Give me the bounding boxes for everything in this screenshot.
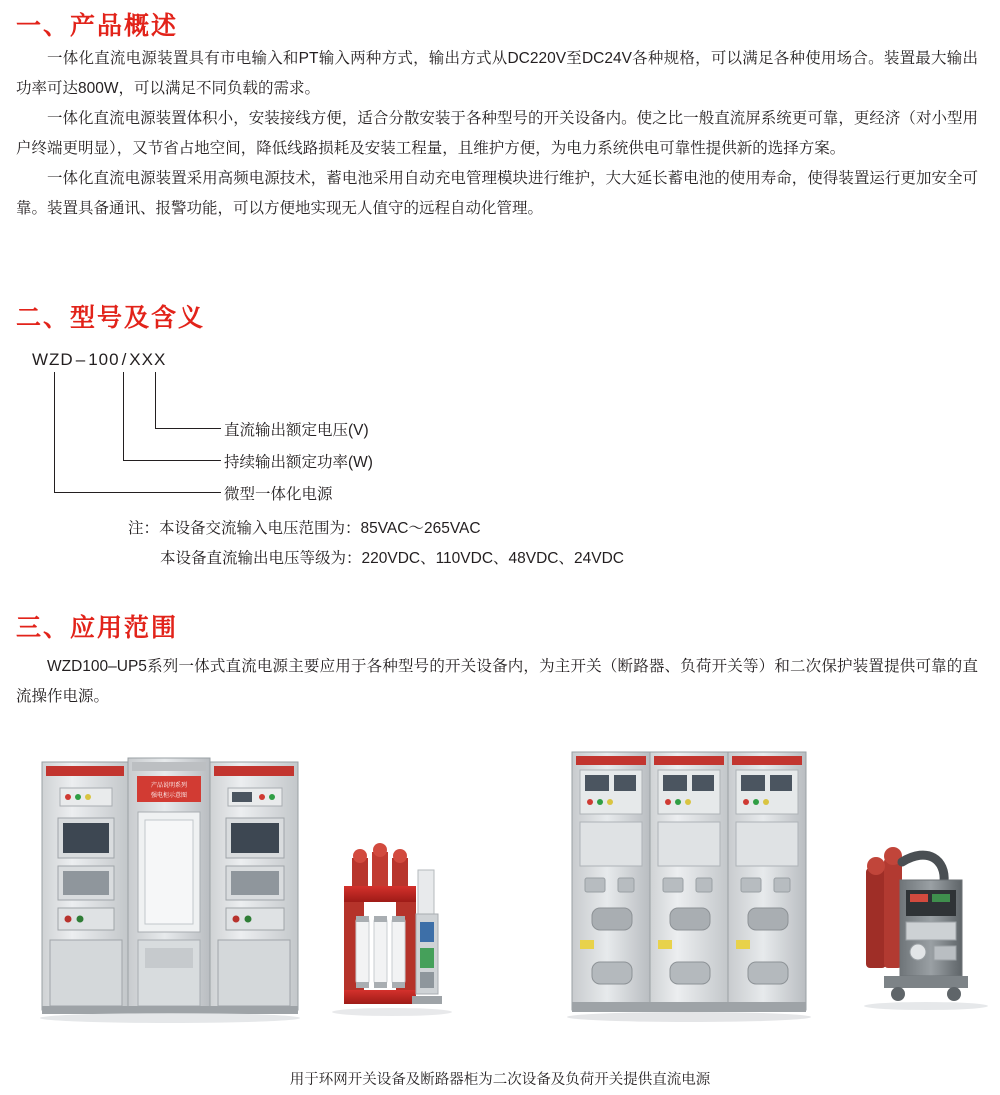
model-note-dc-output: 本设备直流输出电压等级为：220VDC、110VDC、48VDC、24VDC xyxy=(160,550,624,567)
paragraph: 一体化直流电源装置具有市电输入和PT输入两种方式，输出方式从DC220V至DC24V各种规格，可以满足各种使用场合。装置最大输出功率可达800W，可以满足不同负载的需求。 xyxy=(16,50,978,97)
model-code-power: 100 xyxy=(88,350,120,369)
model-code-prefix: WZD xyxy=(32,350,74,369)
model-code-slash: / xyxy=(121,350,128,369)
leader-line-vertical-voltage xyxy=(155,372,156,428)
section-title-overview: 一、产品概述 xyxy=(16,12,179,40)
model-designation-diagram xyxy=(16,344,716,567)
legend-label-voltage: 直流输出额定电压(V) xyxy=(224,422,369,439)
product-photos-illustration xyxy=(0,740,1000,1030)
svg-text:强电柜示意图: 强电柜示意图 xyxy=(150,793,188,799)
paragraph: 一体化直流电源装置采用高频电源技术，蓄电池采用自动充电管理模块进行维护，大大延长蓄电池的使用寿命，使得装置运行更加安全可靠。装置具备通讯、报警功能，可以方便地实现无人值守的远程自动化管理。 xyxy=(16,170,978,217)
section-title-application: 三、应用范围 xyxy=(16,614,179,642)
leader-line-vertical-power xyxy=(123,372,124,460)
leader-line-horizontal-voltage xyxy=(155,428,221,429)
model-note-ac-input: 注：本设备交流输入电压范围为：85VAC～265VAC xyxy=(128,520,481,537)
leader-line-horizontal-power xyxy=(123,460,221,461)
section-body-overview xyxy=(16,44,978,224)
leader-line-horizontal-prefix xyxy=(54,492,221,493)
model-code-voltage: XXX xyxy=(129,350,167,369)
section-title-model: 二、型号及含义 xyxy=(16,304,206,332)
figure-low-voltage-switchgear xyxy=(40,758,300,1023)
leader-line-vertical-prefix xyxy=(54,372,55,492)
paragraph: WZD100–UP5系列一体式直流电源主要应用于各种型号的开关设备内，为主开关（断路器、负荷开关等）和二次保护装置提供可靠的直流操作电源。 xyxy=(16,658,978,705)
legend-label-power: 持续输出额定功率(W) xyxy=(224,454,373,471)
figure-caption: 用于环网开关设备及断路器柜为二次设备及负荷开关提供直流电源 xyxy=(289,1072,711,1088)
model-code-dash: – xyxy=(75,350,87,369)
model-code xyxy=(32,350,166,370)
figure-vacuum-circuit-breaker xyxy=(864,847,988,1010)
figure-ring-main-unit xyxy=(567,752,811,1022)
svg-text:产品说明系列: 产品说明系列 xyxy=(150,783,188,789)
section-body-application xyxy=(16,652,978,712)
figure-load-break-switch xyxy=(332,843,452,1016)
figure-group xyxy=(0,740,1000,1030)
legend-label-prefix: 微型一体化电源 xyxy=(224,486,333,503)
paragraph: 一体化直流电源装置体积小，安装接线方便，适合分散安装于各种型号的开关设备内。使之比一般直流屏系统更可靠，更经济（对小型用户终端更明显），又节省占地空间，降低线路损耗及安装工程量，且维护方便，为电力系统供电可靠性提供新的选择方案。 xyxy=(16,110,978,157)
